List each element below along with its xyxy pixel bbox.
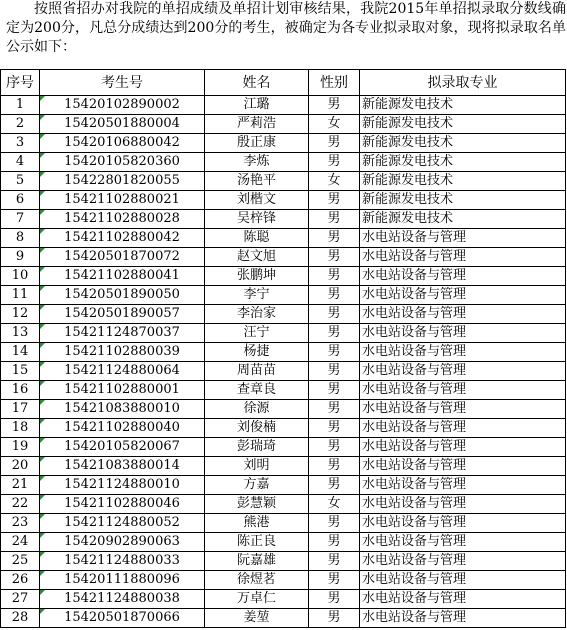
cell-gender: 男 bbox=[309, 210, 360, 229]
cell-seq: 2 bbox=[1, 115, 40, 134]
cell-gender: 女 bbox=[309, 115, 360, 134]
cell-major: 水电站设备与管理 bbox=[360, 419, 566, 438]
cell-exam-id: 15421083880010 bbox=[40, 400, 205, 419]
table-row bbox=[1, 229, 566, 248]
table-row bbox=[1, 153, 566, 172]
cell-major: 水电站设备与管理 bbox=[360, 305, 566, 324]
table-row bbox=[1, 495, 566, 514]
cell-major: 新能源发电技术 bbox=[360, 96, 566, 115]
cell-seq: 17 bbox=[1, 400, 40, 419]
cell-gender: 女 bbox=[309, 172, 360, 191]
table-row bbox=[1, 210, 566, 229]
table-row bbox=[1, 286, 566, 305]
cell-exam-id: 15420501870072 bbox=[40, 248, 205, 267]
cell-major: 水电站设备与管理 bbox=[360, 590, 566, 609]
cell-major: 水电站设备与管理 bbox=[360, 286, 566, 305]
cell-gender: 男 bbox=[309, 514, 360, 533]
cell-seq: 23 bbox=[1, 514, 40, 533]
cell-gender: 男 bbox=[309, 400, 360, 419]
cell-name: 阮嘉雄 bbox=[205, 552, 309, 571]
cell-exam-id: 15421124880038 bbox=[40, 590, 205, 609]
cell-name: 刘俊楠 bbox=[205, 419, 309, 438]
cell-name: 汤艳平 bbox=[205, 172, 309, 191]
cell-gender: 男 bbox=[309, 590, 360, 609]
cell-name: 杨捷 bbox=[205, 343, 309, 362]
cell-major: 水电站设备与管理 bbox=[360, 609, 566, 628]
cell-name: 徐煜茗 bbox=[205, 571, 309, 590]
cell-gender: 男 bbox=[309, 571, 360, 590]
cell-exam-id: 15421124870037 bbox=[40, 324, 205, 343]
cell-exam-id: 15421102880039 bbox=[40, 343, 205, 362]
cell-seq: 19 bbox=[1, 438, 40, 457]
cell-seq: 15 bbox=[1, 362, 40, 381]
table-body bbox=[1, 96, 566, 628]
table-row bbox=[1, 191, 566, 210]
cell-name: 吴梓锋 bbox=[205, 210, 309, 229]
cell-seq: 28 bbox=[1, 609, 40, 628]
table-row bbox=[1, 115, 566, 134]
cell-seq: 22 bbox=[1, 495, 40, 514]
cell-exam-id: 15421102880021 bbox=[40, 191, 205, 210]
cell-gender: 男 bbox=[309, 191, 360, 210]
cell-exam-id: 15420501870066 bbox=[40, 609, 205, 628]
cell-name: 姜堃 bbox=[205, 609, 309, 628]
table-row bbox=[1, 609, 566, 628]
cell-seq: 1 bbox=[1, 96, 40, 115]
cell-exam-id: 15421102880001 bbox=[40, 381, 205, 400]
table-row bbox=[1, 134, 566, 153]
cell-gender: 男 bbox=[309, 381, 360, 400]
cell-exam-id: 15420111880096 bbox=[40, 571, 205, 590]
cell-exam-id: 15421124880052 bbox=[40, 514, 205, 533]
intro-paragraph: 按照省招办对我院的单招成绩及单招计划审核结果，我院2015年单招拟录取分数线确定为200分，凡总分成绩达到200分的考生，被确定为各专业拟录取对象，现将拟录取名单公示如下： bbox=[6, 1, 566, 55]
cell-seq: 26 bbox=[1, 571, 40, 590]
cell-name: 万卓仁 bbox=[205, 590, 309, 609]
table-row bbox=[1, 362, 566, 381]
cell-seq: 12 bbox=[1, 305, 40, 324]
cell-major: 水电站设备与管理 bbox=[360, 324, 566, 343]
cell-gender: 男 bbox=[309, 229, 360, 248]
cell-gender: 男 bbox=[309, 457, 360, 476]
cell-name: 江璐 bbox=[205, 96, 309, 115]
cell-major: 水电站设备与管理 bbox=[360, 229, 566, 248]
cell-exam-id: 15421102880041 bbox=[40, 267, 205, 286]
cell-exam-id: 15420106880042 bbox=[40, 134, 205, 153]
cell-gender: 男 bbox=[309, 609, 360, 628]
cell-major: 水电站设备与管理 bbox=[360, 343, 566, 362]
cell-major: 新能源发电技术 bbox=[360, 210, 566, 229]
header-seq: 序号 bbox=[1, 70, 40, 96]
cell-gender: 男 bbox=[309, 419, 360, 438]
cell-seq: 13 bbox=[1, 324, 40, 343]
table-row bbox=[1, 305, 566, 324]
table-row bbox=[1, 248, 566, 267]
cell-exam-id: 15420501880004 bbox=[40, 115, 205, 134]
table-row bbox=[1, 571, 566, 590]
cell-exam-id: 15421124880010 bbox=[40, 476, 205, 495]
cell-gender: 男 bbox=[309, 552, 360, 571]
cell-name: 刘明 bbox=[205, 457, 309, 476]
cell-gender: 男 bbox=[309, 362, 360, 381]
cell-exam-id: 15421102880046 bbox=[40, 495, 205, 514]
table-row bbox=[1, 172, 566, 191]
cell-major: 水电站设备与管理 bbox=[360, 533, 566, 552]
cell-name: 徐源 bbox=[205, 400, 309, 419]
cell-exam-id: 15421124880033 bbox=[40, 552, 205, 571]
cell-seq: 24 bbox=[1, 533, 40, 552]
cell-exam-id: 15421102880040 bbox=[40, 419, 205, 438]
cell-exam-id: 15420102890002 bbox=[40, 96, 205, 115]
header-gender: 性别 bbox=[309, 70, 360, 96]
cell-gender: 男 bbox=[309, 438, 360, 457]
cell-major: 水电站设备与管理 bbox=[360, 552, 566, 571]
cell-name: 李治家 bbox=[205, 305, 309, 324]
cell-seq: 14 bbox=[1, 343, 40, 362]
cell-exam-id: 15420501890057 bbox=[40, 305, 205, 324]
cell-seq: 21 bbox=[1, 476, 40, 495]
cell-major: 新能源发电技术 bbox=[360, 191, 566, 210]
cell-exam-id: 15420902890063 bbox=[40, 533, 205, 552]
cell-major: 水电站设备与管理 bbox=[360, 476, 566, 495]
cell-name: 周苗苗 bbox=[205, 362, 309, 381]
cell-name: 彭瑞琦 bbox=[205, 438, 309, 457]
cell-gender: 男 bbox=[309, 533, 360, 552]
cell-seq: 7 bbox=[1, 210, 40, 229]
cell-exam-id: 15420105820360 bbox=[40, 153, 205, 172]
cell-seq: 10 bbox=[1, 267, 40, 286]
cell-seq: 9 bbox=[1, 248, 40, 267]
cell-gender: 男 bbox=[309, 324, 360, 343]
header-exam-id: 考生号 bbox=[40, 70, 205, 96]
cell-exam-id: 15421124880064 bbox=[40, 362, 205, 381]
cell-gender: 男 bbox=[309, 267, 360, 286]
cell-name: 刘楷文 bbox=[205, 191, 309, 210]
cell-name: 陈正良 bbox=[205, 533, 309, 552]
cell-major: 新能源发电技术 bbox=[360, 115, 566, 134]
cell-name: 赵文旭 bbox=[205, 248, 309, 267]
cell-major: 水电站设备与管理 bbox=[360, 400, 566, 419]
header-name: 姓名 bbox=[205, 70, 309, 96]
cell-gender: 男 bbox=[309, 134, 360, 153]
table-row bbox=[1, 457, 566, 476]
cell-seq: 6 bbox=[1, 191, 40, 210]
cell-name: 熊港 bbox=[205, 514, 309, 533]
table-header-row bbox=[1, 70, 566, 96]
cell-seq: 20 bbox=[1, 457, 40, 476]
table-row bbox=[1, 590, 566, 609]
table-row bbox=[1, 267, 566, 286]
cell-seq: 4 bbox=[1, 153, 40, 172]
cell-seq: 8 bbox=[1, 229, 40, 248]
cell-seq: 11 bbox=[1, 286, 40, 305]
cell-name: 方嘉 bbox=[205, 476, 309, 495]
cell-name: 彭慧颖 bbox=[205, 495, 309, 514]
cell-major: 新能源发电技术 bbox=[360, 172, 566, 191]
cell-name: 陈聪 bbox=[205, 229, 309, 248]
cell-major: 新能源发电技术 bbox=[360, 153, 566, 172]
table-row bbox=[1, 400, 566, 419]
cell-name: 李宁 bbox=[205, 286, 309, 305]
table-row bbox=[1, 324, 566, 343]
intro-text-block bbox=[0, 0, 567, 57]
cell-major: 水电站设备与管理 bbox=[360, 381, 566, 400]
cell-name: 查章良 bbox=[205, 381, 309, 400]
cell-major: 水电站设备与管理 bbox=[360, 514, 566, 533]
cell-major: 水电站设备与管理 bbox=[360, 267, 566, 286]
cell-gender: 女 bbox=[309, 495, 360, 514]
cell-major: 水电站设备与管理 bbox=[360, 457, 566, 476]
header-major: 拟录取专业 bbox=[360, 70, 566, 96]
cell-name: 汪宁 bbox=[205, 324, 309, 343]
cell-seq: 25 bbox=[1, 552, 40, 571]
table-row bbox=[1, 514, 566, 533]
cell-exam-id: 15422801820055 bbox=[40, 172, 205, 191]
cell-major: 水电站设备与管理 bbox=[360, 571, 566, 590]
cell-gender: 男 bbox=[309, 153, 360, 172]
cell-gender: 男 bbox=[309, 286, 360, 305]
cell-exam-id: 15420105820067 bbox=[40, 438, 205, 457]
cell-major: 水电站设备与管理 bbox=[360, 495, 566, 514]
cell-seq: 5 bbox=[1, 172, 40, 191]
cell-major: 水电站设备与管理 bbox=[360, 248, 566, 267]
cell-gender: 男 bbox=[309, 343, 360, 362]
table-row bbox=[1, 476, 566, 495]
cell-name: 严莉浩 bbox=[205, 115, 309, 134]
cell-major: 新能源发电技术 bbox=[360, 134, 566, 153]
cell-exam-id: 15421083880014 bbox=[40, 457, 205, 476]
table-row bbox=[1, 419, 566, 438]
table-row bbox=[1, 552, 566, 571]
cell-gender: 男 bbox=[309, 248, 360, 267]
cell-seq: 27 bbox=[1, 590, 40, 609]
table-row bbox=[1, 438, 566, 457]
cell-seq: 16 bbox=[1, 381, 40, 400]
cell-gender: 男 bbox=[309, 96, 360, 115]
cell-gender: 男 bbox=[309, 305, 360, 324]
table-row bbox=[1, 381, 566, 400]
cell-name: 李炼 bbox=[205, 153, 309, 172]
cell-name: 张鹏坤 bbox=[205, 267, 309, 286]
cell-gender: 男 bbox=[309, 476, 360, 495]
table-row bbox=[1, 96, 566, 115]
cell-exam-id: 15420501890050 bbox=[40, 286, 205, 305]
cell-major: 水电站设备与管理 bbox=[360, 362, 566, 381]
cell-exam-id: 15421102880042 bbox=[40, 229, 205, 248]
cell-name: 殷正康 bbox=[205, 134, 309, 153]
cell-seq: 18 bbox=[1, 419, 40, 438]
admission-list-table bbox=[0, 69, 566, 628]
table-row bbox=[1, 533, 566, 552]
cell-seq: 3 bbox=[1, 134, 40, 153]
cell-major: 水电站设备与管理 bbox=[360, 438, 566, 457]
table-row bbox=[1, 343, 566, 362]
cell-exam-id: 15421102880028 bbox=[40, 210, 205, 229]
